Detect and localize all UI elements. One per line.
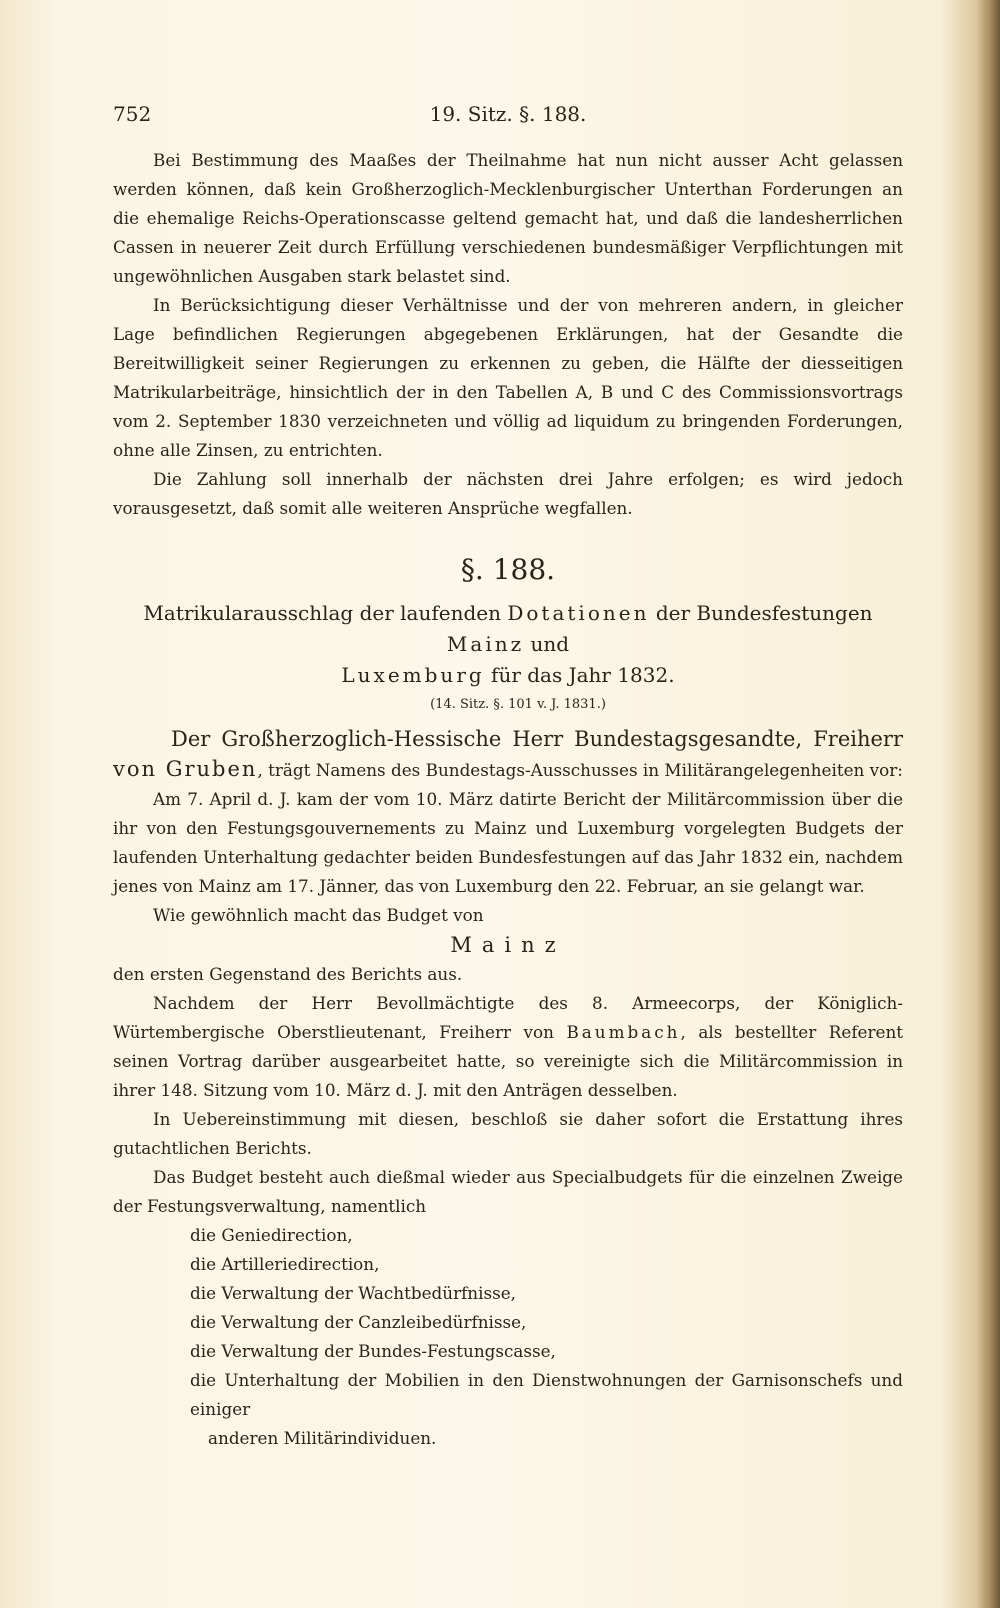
body-paragraph-4 bbox=[113, 989, 903, 1105]
speaker-rest: , trägt Namens des Bundestags-Ausschusses in Militärangelegenheiten vor: bbox=[257, 760, 903, 780]
list-item: die Verwaltung der Wachtbedürfnisse, bbox=[190, 1283, 516, 1303]
section-title-part-3: und bbox=[524, 632, 570, 656]
page-header bbox=[113, 100, 903, 134]
referent-name: Baumbach bbox=[566, 1022, 681, 1042]
speaker-paragraph bbox=[113, 725, 903, 785]
section-title-dotationen: Dotationen bbox=[507, 601, 650, 625]
body-paragraph-2: Wie gewöhnlich macht das Budget von bbox=[153, 905, 484, 925]
body-paragraph-3: den ersten Gegenstand des Berichts aus. bbox=[113, 964, 463, 984]
section-title bbox=[113, 598, 903, 691]
body-paragraph-4-b: , als bestellter Referent seinen Vortrag darüber ausgearbeitet hatte, so vereinigte sich die Militärcommission in ihrer 148. Sitzung vom 10. März d. J. mit den Anträgen desselben. bbox=[113, 1022, 903, 1100]
section-title-part-4: für das Jahr 1832. bbox=[484, 663, 675, 687]
section-title-part-2: der Bundesfestungen bbox=[649, 601, 873, 625]
list-item bbox=[113, 1366, 903, 1453]
section-title-luxemburg: Luxemburg bbox=[341, 663, 485, 687]
speaker-intro: Der Großherzoglich-Hessische Herr Bundestagsgesandte, Freiherr bbox=[171, 727, 903, 751]
page-edge-shadow bbox=[976, 0, 1000, 1608]
intro-paragraph-1: Bei Bestimmung des Maaßes der Theilnahme hat nun nicht ausser Acht gelassen werden können, daß kein Großherzoglich-Mecklenburgischer Unterthan Forderungen an die ehemalige Reichs-Operationscasse geltend gemacht hat, und daß die landesherrlichen Cassen in neuerer Zeit durch Erfüllung verschiedenen bundesmäßiger Verpflichtungen mit ungewöhnlichen Ausgaben stark belastet sind. bbox=[113, 150, 903, 286]
section-reference: (14. Sitz. §. 101 v. J. 1831.) bbox=[430, 697, 606, 712]
body-paragraph-4-a: Nachdem der Herr Bevollmächtigte des 8. Armeecorps, der Königlich-Würtembergische Oberstlieutenant, Freiherr von bbox=[113, 993, 903, 1042]
running-head: 19. Sitz. §. 188. bbox=[429, 102, 587, 126]
page-number: 752 bbox=[113, 102, 152, 126]
intro-paragraph-3: Die Zahlung soll innerhalb der nächsten drei Jahre erfolgen; es wird jedoch vorausgesetzt, daß somit alle weiteren Ansprüche wegfallen. bbox=[113, 469, 903, 518]
body-paragraph-1: Am 7. April d. J. kam der vom 10. März datirte Bericht der Militärcommission über die ihr von den Festungsgouvernements zu Mainz und Luxemburg vorgelegten Budgets der laufenden Unterhaltung gedachter beiden Bundesfestungen auf das Jahr 1832 ein, nachdem jenes von Mainz am 17. Jänner, das von Luxemburg den 22. Februar, an sie gelangt war. bbox=[113, 789, 903, 896]
section-title-mainz: Mainz bbox=[446, 632, 525, 656]
speaker-name: von Gruben bbox=[113, 757, 258, 781]
list-item-text: die Unterhaltung der Mobilien in den Dienstwohnungen der Garnisonschefs und einiger bbox=[190, 1370, 903, 1419]
document-body bbox=[113, 100, 903, 1453]
body-paragraph-6: Das Budget besteht auch dießmal wieder aus Specialbudgets für die einzelnen Zweige der Festungsverwaltung, namentlich bbox=[113, 1167, 903, 1216]
place-heading-mainz: Mainz bbox=[450, 933, 566, 957]
section-mark: §. 188. bbox=[460, 553, 556, 586]
section-title-part-1: Matrikularausschlag der laufenden bbox=[143, 601, 508, 625]
list-item-continuation: anderen Militärindividuen. bbox=[208, 1428, 437, 1448]
list-item: die Artilleriedirection, bbox=[190, 1254, 380, 1274]
list-item: die Verwaltung der Bundes-Festungscasse, bbox=[190, 1341, 556, 1361]
list-item: die Verwaltung der Canzleibedürfnisse, bbox=[190, 1312, 527, 1332]
list-item: die Geniedirection, bbox=[190, 1225, 353, 1245]
body-paragraph-5: In Uebereinstimmung mit diesen, beschloß sie daher sofort die Erstattung ihres gutachtlichen Berichts. bbox=[113, 1109, 903, 1158]
intro-paragraph-2: In Berücksichtigung dieser Verhältnisse und der von mehreren andern, in gleicher Lage befindlichen Regierungen abgegebenen Erklärungen, hat der Gesandte die Bereitwilligkeit seiner Regierungen zu erkennen zu geben, die Hälfte der diesseitigen Matrikularbeiträge, hinsichtlich der in den Tabellen A, B und C des Commissionsvortrags vom 2. September 1830 verzeichneten und völlig ad liquidum zu bringenden Forderungen, ohne alle Zinsen, zu entrichten. bbox=[113, 295, 903, 460]
budget-list bbox=[113, 1221, 903, 1453]
